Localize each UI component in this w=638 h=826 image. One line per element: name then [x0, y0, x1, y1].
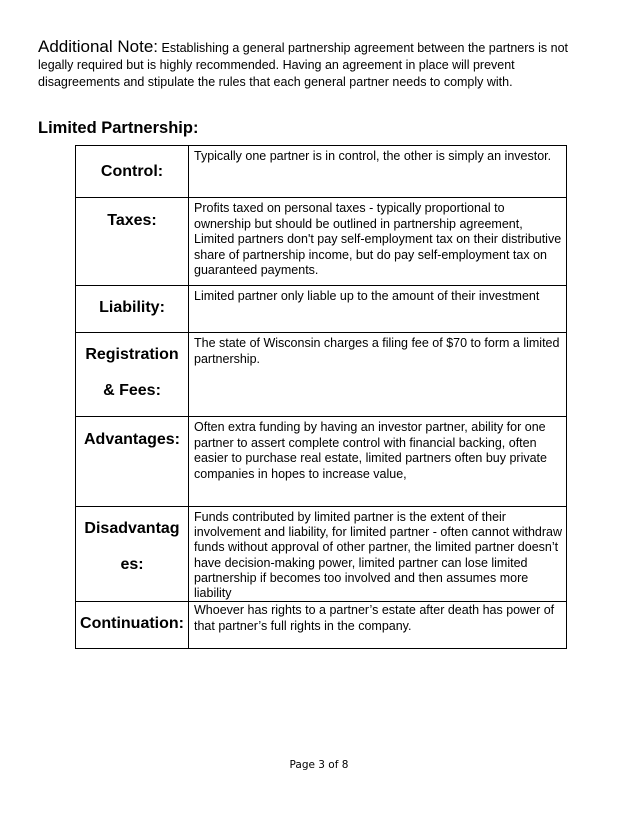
row-label-continued: es:	[120, 556, 144, 573]
limited-partnership-table	[75, 145, 567, 649]
additional-note	[38, 38, 598, 91]
table-row-liability	[76, 286, 567, 333]
row-label: Continuation:	[80, 615, 184, 633]
row-label: Control:	[100, 163, 164, 180]
table-row-registration	[76, 333, 567, 417]
page-number: Page 3 of 8	[289, 759, 349, 771]
row-label: Liability:	[99, 299, 165, 316]
table-row-control	[76, 146, 567, 198]
row-label-continued: & Fees:	[103, 382, 161, 399]
table-row-disadvantages	[76, 507, 567, 602]
row-label: Taxes:	[107, 212, 157, 229]
note-label: Additional Note:	[38, 37, 159, 56]
row-description: Profits taxed on personal taxes - typically proportional to ownership but should be outlined in partnership agreement, Limited partners don't pay self-employment tax on their distributive share of partnership income, but do pay self-employment tax on guaranteed payments.	[194, 201, 562, 277]
table-row-taxes	[76, 198, 567, 286]
row-label: Advantages:	[83, 431, 181, 448]
row-label: Registration	[85, 346, 179, 363]
row-description: Whoever has rights to a partner’s estate after death has power of that partner’s full rights in the company.	[194, 603, 555, 633]
row-label: Disadvantag	[84, 520, 180, 537]
row-description: Typically one partner is in control, the other is simply an investor.	[194, 149, 552, 163]
row-description: Limited partner only liable up to the amount of their investment	[194, 289, 540, 303]
note-text: Establishing a general partnership agreement between the partners is not legally required but is highly recommended. Having an agreement in place will prevent disagreements and stipulate the rules that each general partner needs to comply with.	[38, 41, 569, 89]
table-row-advantages	[76, 417, 567, 507]
row-description: The state of Wisconsin charges a filing fee of $70 to form a limited partnership.	[194, 336, 560, 366]
row-description: Funds contributed by limited partner is the extent of their involvement and liability, for limited partner - often cannot withdraw funds without approval of other partner, the limited partner doesn’t have decision-making power, limited partner can lose limited partnership if becomes too involved and then assumes more liability	[194, 510, 562, 601]
section-title: Limited Partnership:	[38, 119, 199, 137]
row-description: Often extra funding by having an investor partner, ability for one partner to assert complete control with financial backing, often easier to purchase real estate, limited partners often buy private companies in hopes to increase value,	[194, 420, 547, 481]
table-row-continuation	[76, 602, 567, 649]
